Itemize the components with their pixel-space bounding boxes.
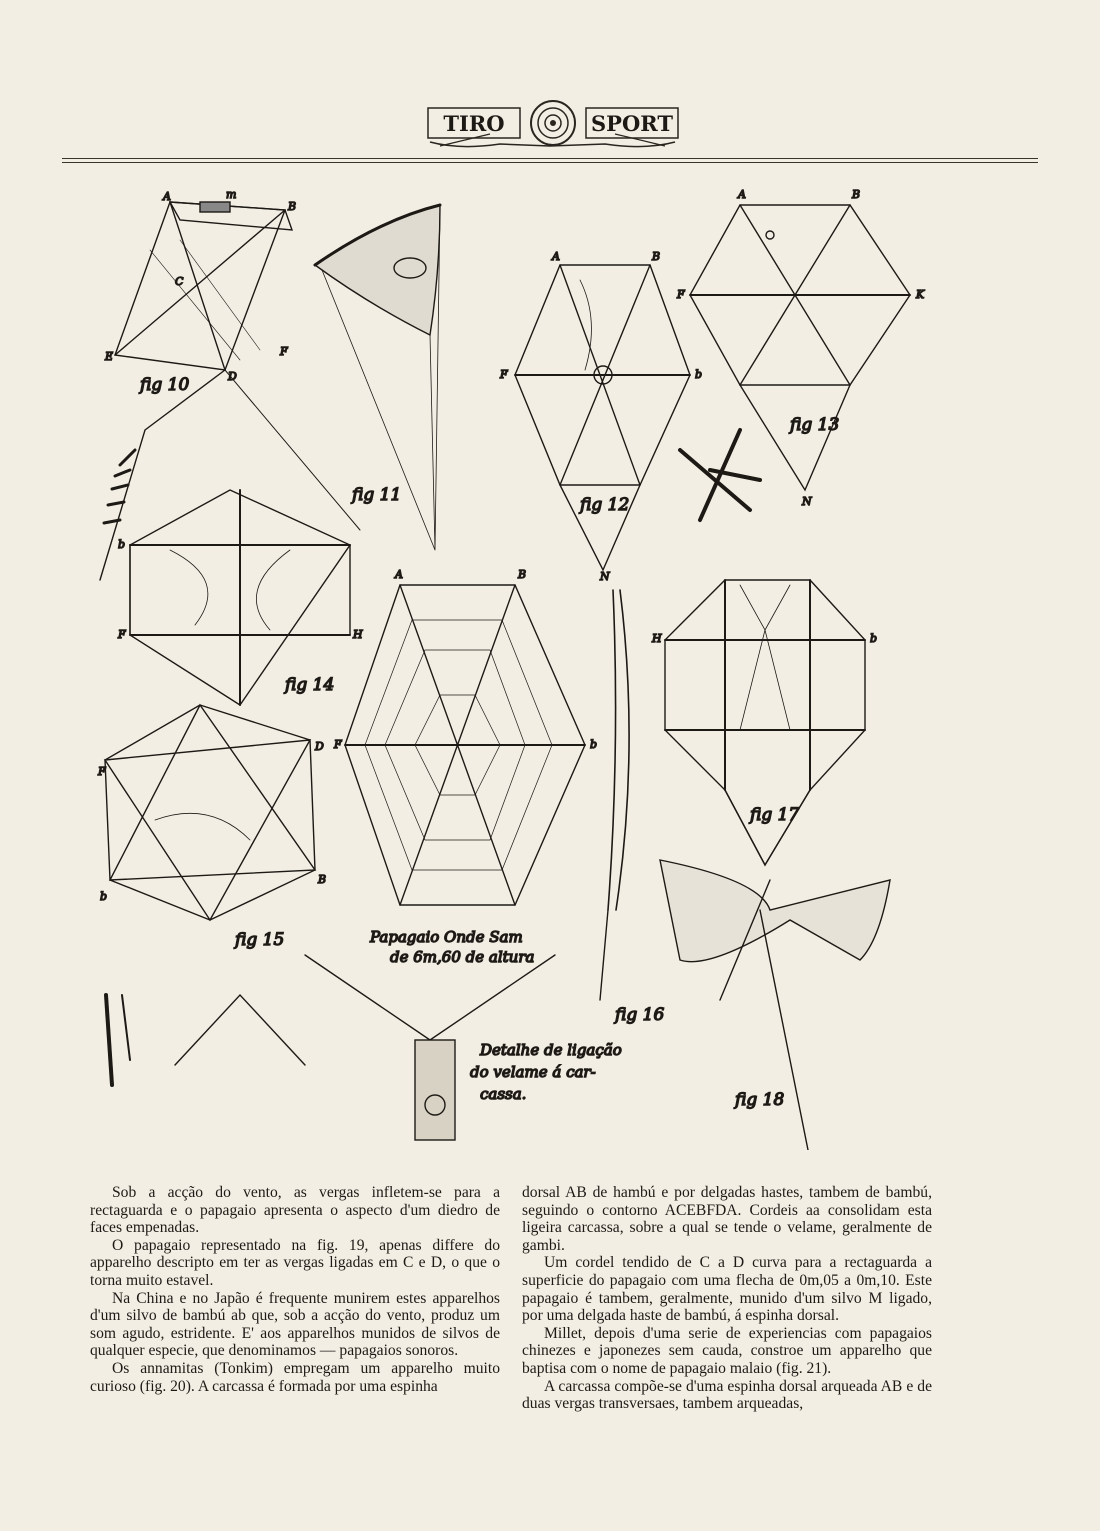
- svg-text:B: B: [288, 200, 297, 213]
- svg-text:H: H: [353, 628, 363, 641]
- note-detail-line-3: cassa.: [480, 1085, 527, 1103]
- svg-text:C: C: [175, 275, 184, 288]
- svg-text:A: A: [395, 568, 403, 581]
- masthead-logo: [420, 98, 685, 156]
- paragraph: O papagaio representado na fig. 19, apenas differe do apparelho descripto em ter as vergas ligadas em C e D, o que o torna muito estavel.: [90, 1236, 500, 1289]
- svg-text:F: F: [334, 738, 342, 751]
- svg-text:m: m: [226, 188, 237, 201]
- svg-text:b: b: [100, 890, 108, 903]
- note-detail-line-1: Detalhe de ligação: [480, 1041, 622, 1059]
- body-text-right-column: [522, 1184, 932, 1413]
- figure-10: [100, 188, 360, 580]
- fig-18-label: fig 18: [735, 1090, 785, 1110]
- svg-text:b: b: [118, 538, 126, 551]
- note-detail-line-2: do velame á car-: [470, 1063, 596, 1081]
- paragraph: Sob a acção do vento, as vergas infletem-se para a rectaguarda e o papagaio apresenta o aspecto d'um diedro de faces empenadas.: [90, 1184, 500, 1237]
- svg-text:F: F: [280, 345, 288, 358]
- body-text-left-column: [90, 1184, 500, 1395]
- logo-right-word: SPORT: [591, 111, 673, 136]
- paragraph: Os annamitas (Tonkim) empregam um apparelho muito curioso (fig. 20). A carcassa é formada por uma espinha: [90, 1359, 500, 1395]
- header-rule-top: [62, 158, 1038, 159]
- note-spider-line-1: Papagaio Onde Sam: [370, 928, 523, 946]
- note-spider-line-2: de 6m,60 de altura: [390, 948, 535, 966]
- svg-text:A: A: [552, 250, 560, 263]
- fig-12-label: fig 12: [580, 495, 630, 515]
- svg-text:F: F: [500, 368, 508, 381]
- fig-11-label: fig 11: [352, 485, 402, 505]
- paragraph: Millet, depois d'uma serie de experiencias com papagaios chinezes e japonezes sem cauda, constroe um apparelho que baptisa com o nome de papagaio malaio (fig. 21).: [522, 1324, 932, 1377]
- paragraph: Na China e no Japão é frequente munirem estes apparelhos d'um silvo de bambú ab que, sob a acção do vento, produz um som agudo, estridente. E' aos apparelhos munidos de silvos de qualquer especie, que denominamos — papagaios sonoros.: [90, 1289, 500, 1360]
- figure-detail-binding: [106, 955, 622, 1140]
- svg-text:K: K: [916, 288, 925, 301]
- paragraph: dorsal AB de hambú e por delgadas hastes, tambem de bambú, seguindo o contorno ACEBFDA. Cordeis aa consolidam esta ligeira carcassa, sobre a qual se tende o velame, geralmente de gambi.: [522, 1184, 932, 1254]
- figure-14: [117, 490, 363, 705]
- logo-left-word: TIRO: [443, 111, 505, 136]
- svg-text:A: A: [738, 188, 746, 201]
- paragraph: Um cordel tendido de C a D curva para a rectaguarda a superficie do papagaio com uma flecha de 0m,05 a 0m,10. Este papagaio é tambem, geralmente, munido d'um silvo M ligado, por uma delgada haste de bambú, á espinha dorsal.: [522, 1254, 932, 1325]
- svg-text:F: F: [98, 765, 106, 778]
- figure-12: [499, 250, 702, 583]
- fig-15-label: fig 15: [235, 930, 285, 950]
- svg-text:b: b: [695, 368, 703, 381]
- svg-text:b: b: [870, 632, 878, 645]
- svg-text:H: H: [652, 632, 662, 645]
- svg-text:b: b: [590, 738, 598, 751]
- figure-16: [600, 590, 664, 1025]
- svg-text:D: D: [315, 740, 324, 753]
- svg-text:D: D: [228, 370, 237, 383]
- figure-15: [97, 705, 326, 950]
- fig-14-label: fig 14: [285, 675, 335, 695]
- svg-text:F: F: [677, 288, 685, 301]
- tiro-sport-logo: [420, 98, 685, 156]
- fig-17-label: fig 17: [750, 805, 800, 825]
- svg-text:F: F: [118, 628, 126, 641]
- figure-13: [676, 188, 925, 520]
- kite-illustrations-plate: [60, 180, 1040, 1150]
- svg-text:A: A: [163, 190, 171, 203]
- figure-17: [651, 580, 877, 865]
- svg-text:N: N: [802, 495, 812, 508]
- paragraph: A carcassa compõe-se d'uma espinha dorsal arqueada AB e de duas vergas transversaes, tambem arqueadas,: [522, 1377, 932, 1413]
- fig-10-label: fig 10: [140, 375, 190, 395]
- fig-16-label: fig 16: [615, 1005, 665, 1025]
- figure-18: [660, 860, 890, 1150]
- svg-text:E: E: [105, 350, 114, 363]
- svg-text:B: B: [652, 250, 661, 263]
- figure-spider-web-kite: [333, 568, 597, 966]
- fig-13-label: fig 13: [790, 415, 840, 435]
- header-rule-bottom: [62, 162, 1038, 163]
- svg-text:B: B: [852, 188, 861, 201]
- svg-text:N: N: [600, 570, 610, 583]
- svg-text:B: B: [518, 568, 527, 581]
- svg-text:B: B: [318, 873, 327, 886]
